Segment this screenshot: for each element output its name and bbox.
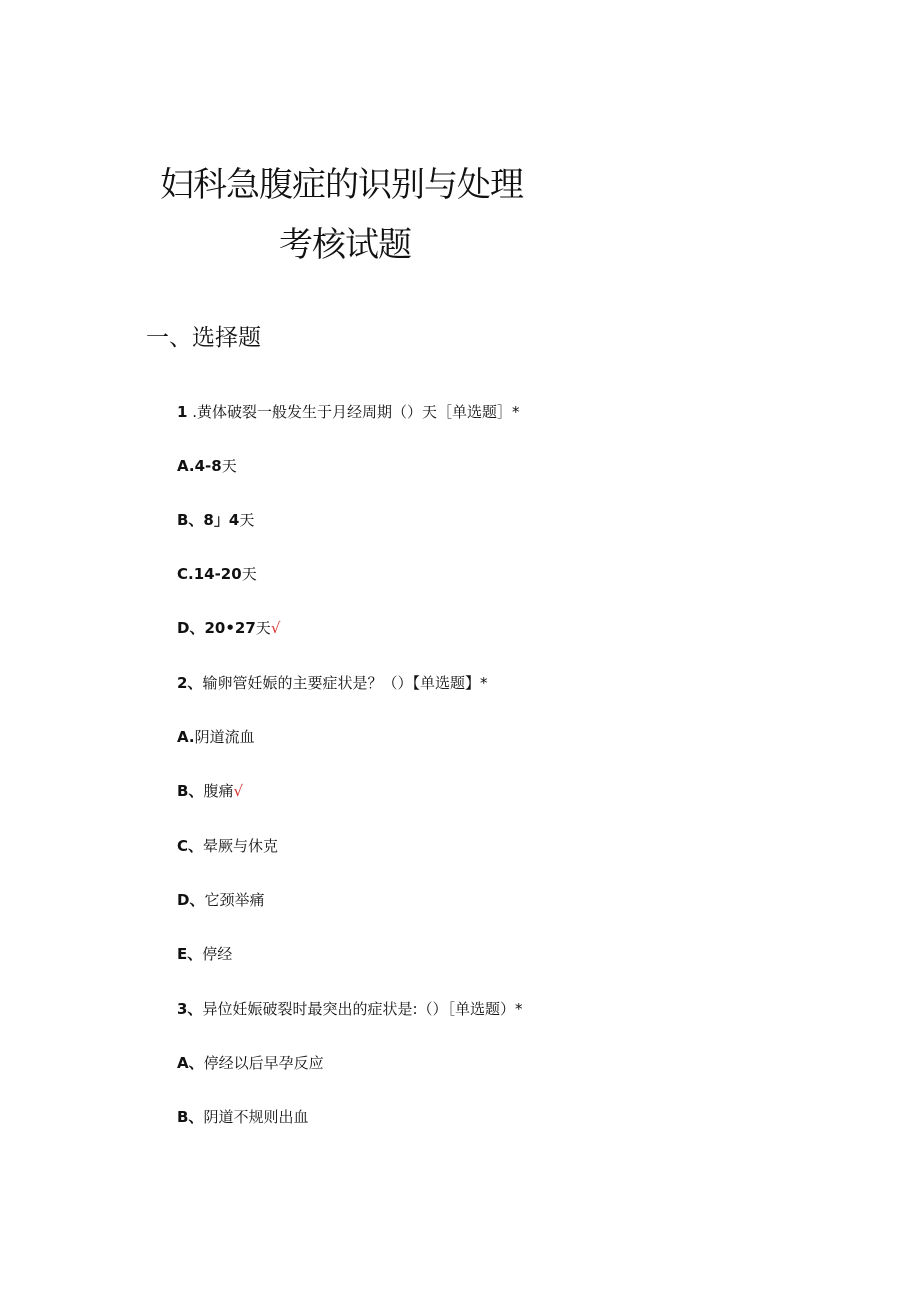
document-title-line-2: 考核试题	[279, 225, 411, 265]
option-label: A.4-8	[177, 457, 222, 475]
option-2b	[177, 784, 243, 799]
option-label: B、	[177, 1108, 204, 1126]
option-text: 晕厥与休克	[203, 837, 279, 855]
option-text: 它颈举痛	[204, 891, 265, 909]
option-2c	[177, 839, 278, 854]
option-label: D、	[177, 891, 205, 909]
option-2d	[177, 893, 264, 908]
question-number: 2、	[177, 674, 203, 692]
option-label: E、	[177, 945, 203, 963]
correct-check-icon: √	[233, 782, 244, 800]
question-3	[177, 1002, 523, 1017]
question-text: 输卵管妊娠的主要症状是？（）【单选题】*	[202, 674, 488, 692]
option-text: 天	[241, 565, 257, 583]
option-2e	[177, 947, 232, 962]
option-label: B、8」4	[177, 511, 240, 529]
option-text: 腹痛	[203, 782, 234, 800]
option-1d	[177, 621, 280, 636]
option-1b	[177, 513, 254, 528]
option-text: 阴道不规则出血	[203, 1108, 309, 1126]
option-label: A、	[177, 1054, 204, 1072]
option-label: A.	[177, 728, 195, 746]
option-text: 天	[221, 457, 237, 475]
option-1c	[177, 567, 257, 582]
option-3a	[177, 1056, 324, 1071]
option-text: 停经	[202, 945, 233, 963]
option-text: 停经以后早孕反应	[203, 1054, 324, 1072]
question-number: 3、	[177, 1000, 203, 1018]
option-2a	[177, 730, 255, 745]
section-heading: 一、选择题	[146, 325, 261, 351]
option-text: 天	[255, 619, 271, 637]
option-label: C、	[177, 837, 204, 855]
option-3b	[177, 1110, 308, 1125]
option-text: 阴道流血	[194, 728, 255, 746]
option-text: 天	[239, 511, 255, 529]
option-1a	[177, 459, 237, 474]
question-text: 异位妊娠破裂时最突出的症状是:（）［单选题）*	[202, 1000, 523, 1018]
question-text: .黄体破裂一般发生于月经周期（）天［单选题］*	[187, 403, 520, 421]
question-number: 1	[177, 403, 188, 421]
correct-check-icon: √	[270, 619, 281, 637]
option-label: D、20•27	[177, 619, 256, 637]
document-title-line-1: 妇科急腹症的识别与处理	[160, 165, 523, 205]
option-label: B、	[177, 782, 204, 800]
question-1	[177, 405, 519, 420]
option-label: C.14-20	[177, 565, 242, 583]
question-2	[177, 676, 487, 691]
